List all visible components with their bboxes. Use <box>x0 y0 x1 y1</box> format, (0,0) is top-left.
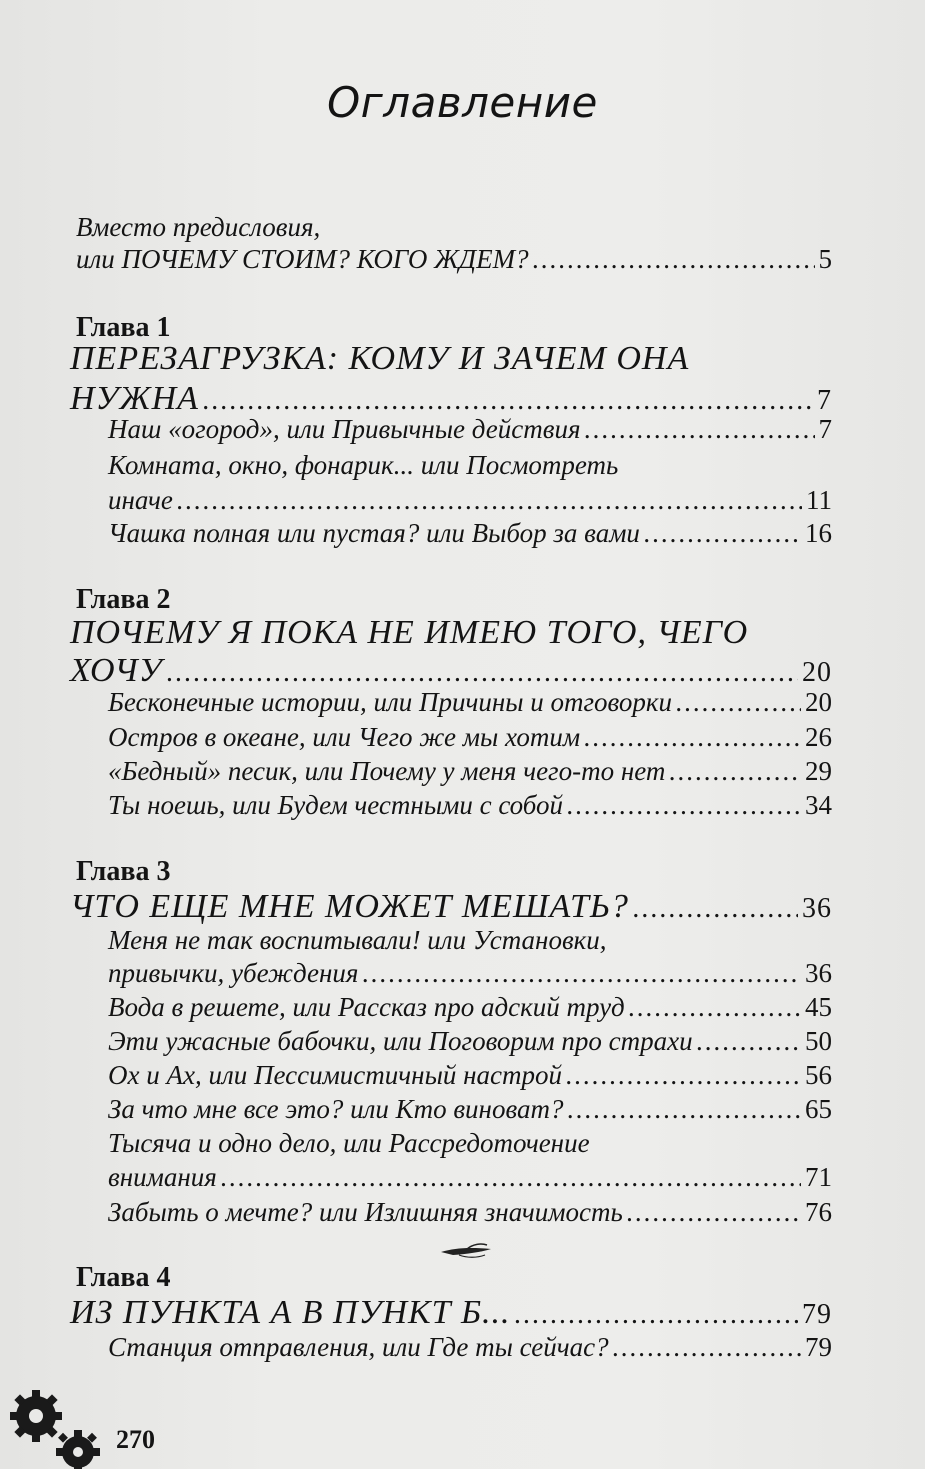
page-number: 11 <box>806 485 832 515</box>
page-number: 20 <box>802 657 832 688</box>
leader-dots <box>203 385 813 417</box>
leader-dots <box>644 518 801 549</box>
toc-entry[interactable] <box>108 722 832 753</box>
leader-dots <box>584 722 801 753</box>
section-title: Наш «огород», или Привычные действия <box>108 414 581 444</box>
page-number: 7 <box>818 414 832 444</box>
chapter-title-line1: ПОЧЕМУ Я ПОКА НЕ ИМЕЮ ТОГО, ЧЕГО <box>70 614 749 651</box>
toc-entry[interactable] <box>108 1162 832 1193</box>
toc-entry[interactable] <box>108 958 832 989</box>
chapter-entry[interactable] <box>70 888 832 926</box>
page-number-footer: 270 <box>116 1425 155 1454</box>
section-title: Остров в океане, или Чего же мы хотим <box>108 722 581 752</box>
section-title: Эти ужасные бабочки, или Поговорим про страхи <box>108 1026 693 1056</box>
chapter-label: Глава 3 <box>76 856 171 887</box>
leader-dots <box>697 1026 801 1057</box>
toc-entry[interactable] <box>108 687 832 718</box>
leader-dots <box>567 790 801 821</box>
page-number: 36 <box>805 958 832 988</box>
gears-icon <box>6 1386 106 1469</box>
toc-entry[interactable] <box>108 790 832 821</box>
section-title: Тысяча и одно дело, или Рассредоточение <box>108 1128 590 1158</box>
page-number: 71 <box>805 1162 832 1192</box>
leader-dots <box>676 687 801 718</box>
leader-dots <box>669 756 801 787</box>
chapter-title-line2: ХОЧУ <box>70 652 163 689</box>
section-title-cont: привычки, убеждения <box>108 958 359 988</box>
section-title: За что мне все это? или Кто виноват? <box>108 1094 564 1124</box>
leader-dots <box>629 992 801 1023</box>
leader-dots <box>627 1197 801 1228</box>
leader-dots <box>167 657 798 689</box>
toc-entry[interactable] <box>108 1094 832 1125</box>
page-number: 65 <box>805 1094 832 1124</box>
page-number: 50 <box>805 1026 832 1056</box>
page-number: 26 <box>805 722 832 752</box>
page-number: 20 <box>805 687 832 717</box>
chapter-entry[interactable] <box>70 1294 832 1332</box>
section-title: Ты ноешь, или Будем честными с собой <box>108 790 563 820</box>
page-number: 76 <box>805 1197 832 1227</box>
leader-dots <box>221 1162 801 1193</box>
page-number: 45 <box>805 992 832 1022</box>
leader-dots <box>515 1299 798 1331</box>
section-title: Бесконечные истории, или Причины и отговорки <box>108 687 673 717</box>
toc-entry[interactable] <box>108 1060 832 1091</box>
leaf-ornament-icon <box>437 1242 497 1260</box>
leader-dots <box>633 893 798 925</box>
toc-entry[interactable] <box>108 1332 832 1363</box>
intro-line2: или ПОЧЕМУ СТОИМ? КОГО ЖДЕМ? <box>76 244 529 274</box>
page-number: 34 <box>805 790 832 820</box>
toc-entry[interactable] <box>108 992 832 1023</box>
leader-dots <box>585 414 815 445</box>
page-number: 79 <box>802 1299 832 1330</box>
chapter-title-line1: ИЗ ПУНКТА А В ПУНКТ Б... <box>70 1294 511 1331</box>
chapter-title-line2: НУЖНА <box>70 380 199 417</box>
toc-entry[interactable] <box>108 1197 832 1228</box>
section-title: Меня не так воспитывали! или Установки, <box>108 925 607 955</box>
section-title: Чашка полная или пустая? или Выбор за вами <box>108 518 640 548</box>
section-title: Ох и Ах, или Пессимистичный настрой <box>108 1060 562 1090</box>
toc-entry[interactable] <box>108 756 832 787</box>
page-number: 7 <box>817 385 832 416</box>
leader-dots <box>533 244 815 275</box>
leader-dots <box>613 1332 801 1363</box>
toc-entry[interactable] <box>108 485 832 516</box>
leader-dots <box>567 1094 801 1125</box>
toc-entry[interactable] <box>108 414 832 445</box>
chapter-entry[interactable] <box>70 380 832 418</box>
page-number: 36 <box>802 893 832 924</box>
toc-entry[interactable] <box>108 1026 832 1057</box>
page-number: 5 <box>818 244 832 274</box>
chapter-label: Глава 4 <box>76 1262 171 1293</box>
chapter-label: Глава 1 <box>76 312 171 343</box>
section-title: «Бедный» песик, или Почему у меня чего-то нет <box>108 756 666 786</box>
page-number: 79 <box>805 1332 832 1362</box>
page-number: 56 <box>805 1060 832 1090</box>
intro-line1: Вместо предисловия, <box>76 212 321 242</box>
page-number: 29 <box>805 756 832 786</box>
chapter-label: Глава 2 <box>76 584 171 615</box>
section-title: Станция отправления, или Где ты сейчас? <box>108 1332 609 1362</box>
toc-entry[interactable] <box>108 518 832 549</box>
chapter-title-line1: ПЕРЕЗАГРУЗКА: КОМУ И ЗАЧЕМ ОНА <box>70 340 690 377</box>
section-title-cont: внимания <box>108 1162 217 1192</box>
leader-dots <box>177 485 802 516</box>
section-title: Комната, окно, фонарик... или Посмотреть <box>108 450 619 480</box>
leader-dots <box>362 958 801 989</box>
section-title: Вода в решете, или Рассказ про адский труд <box>108 992 625 1022</box>
intro-entry[interactable] <box>76 244 832 275</box>
page-number: 16 <box>805 518 832 548</box>
section-title-cont: иначе <box>108 485 173 515</box>
page-title: Оглавление <box>327 78 598 127</box>
chapter-title-line1: ЧТО ЕЩЕ МНЕ МОЖЕТ МЕШАТЬ? <box>70 888 629 925</box>
chapter-entry[interactable] <box>70 652 832 690</box>
section-title: Забыть о мечте? или Излишняя значимость <box>108 1197 623 1227</box>
leader-dots <box>566 1060 801 1091</box>
